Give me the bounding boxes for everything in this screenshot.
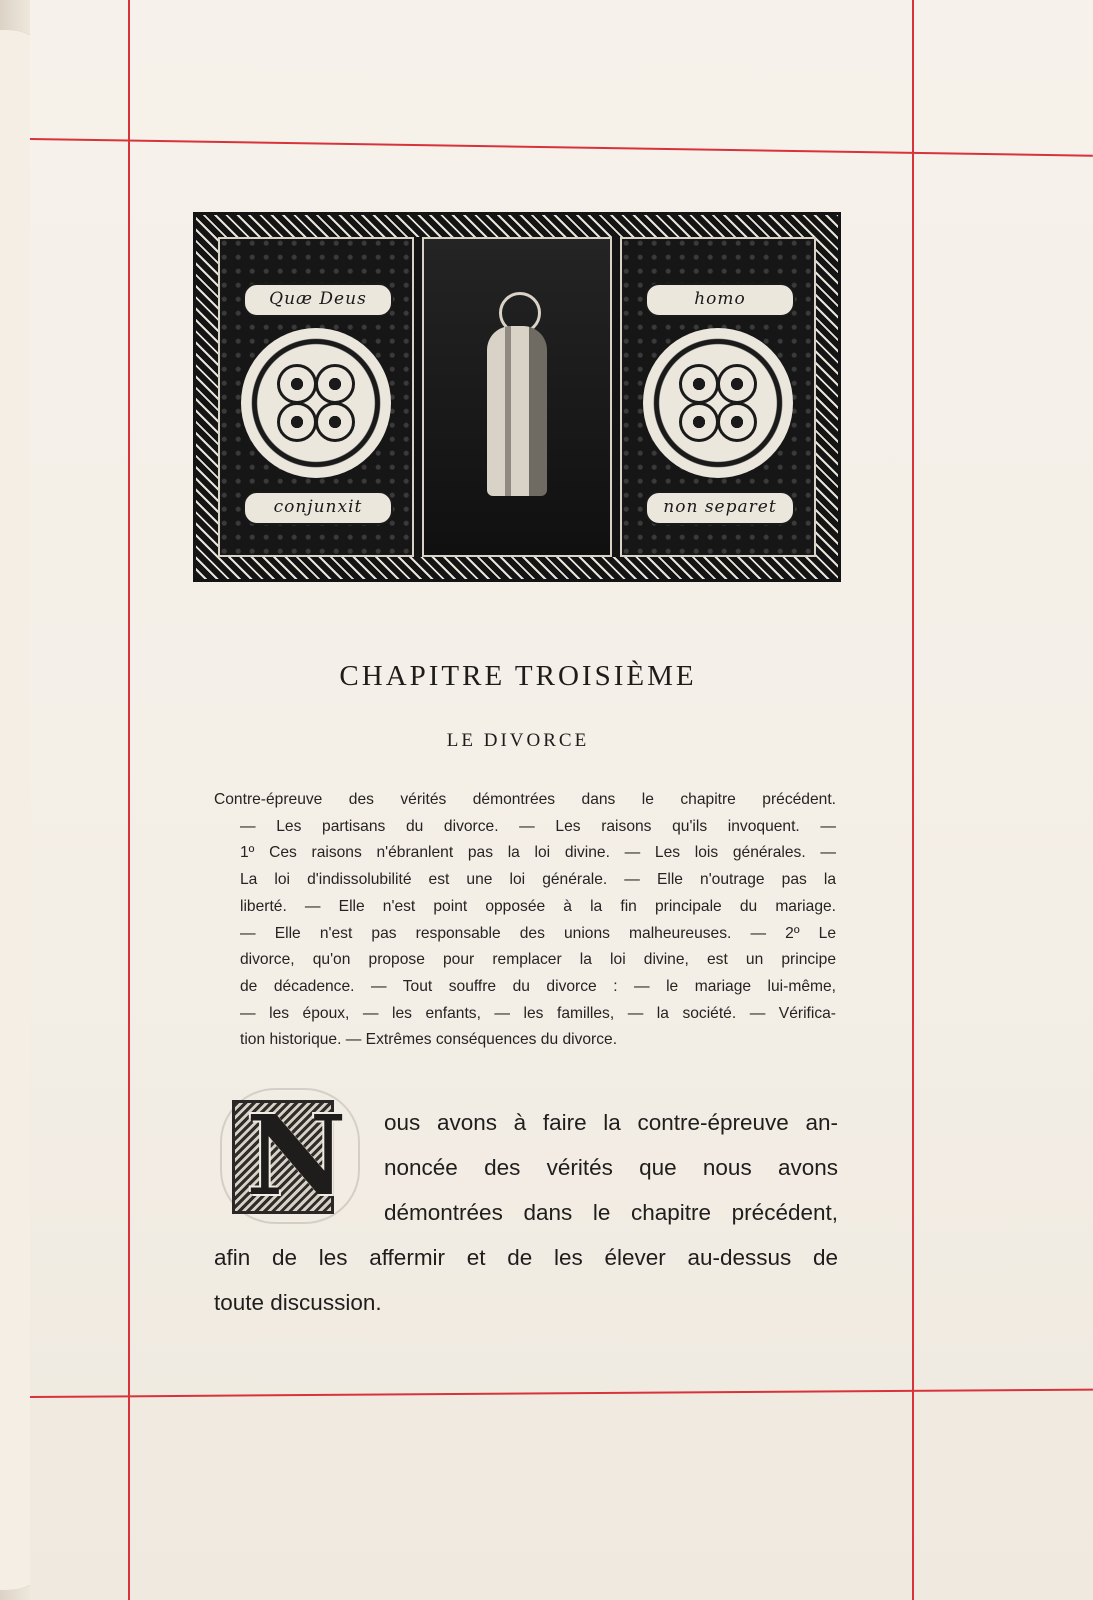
body-line: noncée des vérités que nous avons xyxy=(384,1155,838,1180)
summary-line: — Elle n'est pas responsable des unions malheureuses. — 2º Le xyxy=(240,924,836,942)
summary-line: tion historique. — Extrêmes conséquences du divorce. xyxy=(240,1031,618,1049)
body-line: démontrées dans le chapitre précédent, xyxy=(384,1200,838,1225)
chapter-subtitle: LE DIVORCE xyxy=(446,730,590,751)
left-banner-top: Quæ Deus xyxy=(243,283,393,317)
christ-figure-illustration xyxy=(457,282,577,512)
left-medallion xyxy=(241,328,391,478)
right-banner-bottom: non separet xyxy=(645,491,795,525)
vignette-center-panel xyxy=(422,237,612,557)
vignette-inner xyxy=(218,237,816,557)
medallion-quatrefoil xyxy=(679,364,719,404)
engraved-vignette xyxy=(193,212,841,582)
medallion-quatrefoil xyxy=(315,402,355,442)
red-rule-right xyxy=(912,0,914,1600)
summary-line: liberté. — Elle n'est point opposée à la fin principale du mariage. xyxy=(240,897,836,915)
body-line: toute discussion. xyxy=(214,1290,382,1315)
chapter-summary xyxy=(214,787,836,1054)
body-line: ous avons à faire la contre-épreuve an- xyxy=(384,1110,838,1135)
summary-line: Contre-épreuve des vérités démontrées dans le chapitre précédent. xyxy=(214,791,836,808)
red-rule-bottom xyxy=(30,1389,1093,1398)
medallion-quatrefoil xyxy=(717,402,757,442)
vignette-left-panel xyxy=(218,237,414,557)
medallion-quatrefoil xyxy=(679,402,719,442)
medallion-quatrefoil xyxy=(717,364,757,404)
body-paragraph xyxy=(214,1100,838,1325)
summary-line: — les époux, — les enfants, — les familles, — la société. — Vérifica- xyxy=(240,1004,836,1022)
summary-line: La loi d'indissolubilité est une loi générale. — Elle n'outrage pas la xyxy=(240,871,836,889)
left-banner-bottom: conjunxit xyxy=(243,491,393,525)
robed-figure xyxy=(487,326,547,496)
right-medallion xyxy=(643,328,793,478)
body-line: afin de les affermir et de les élever au-dessus de xyxy=(214,1245,838,1270)
vignette-right-panel xyxy=(620,237,816,557)
red-rule-top xyxy=(30,138,1093,157)
chapter-title: CHAPITRE TROISIÈME xyxy=(339,660,697,692)
summary-line: 1º Ces raisons n'ébranlent pas la loi divine. — Les lois générales. — xyxy=(240,844,836,862)
medallion-quatrefoil xyxy=(277,402,317,442)
medallion-quatrefoil xyxy=(277,364,317,404)
dropcap-letter: N xyxy=(246,1091,347,1220)
summary-line: divorce, qu'on propose pour remplacer la loi divine, est un principe xyxy=(240,951,836,969)
right-banner-top: homo xyxy=(645,283,795,317)
summary-line: — Les partisans du divorce. — Les raisons qu'ils invoquent. — xyxy=(240,817,836,835)
medallion-quatrefoil xyxy=(315,364,355,404)
summary-line: de décadence. — Tout souffre du divorce : — le mariage lui-même, xyxy=(240,977,836,995)
red-rule-left xyxy=(128,0,130,1600)
